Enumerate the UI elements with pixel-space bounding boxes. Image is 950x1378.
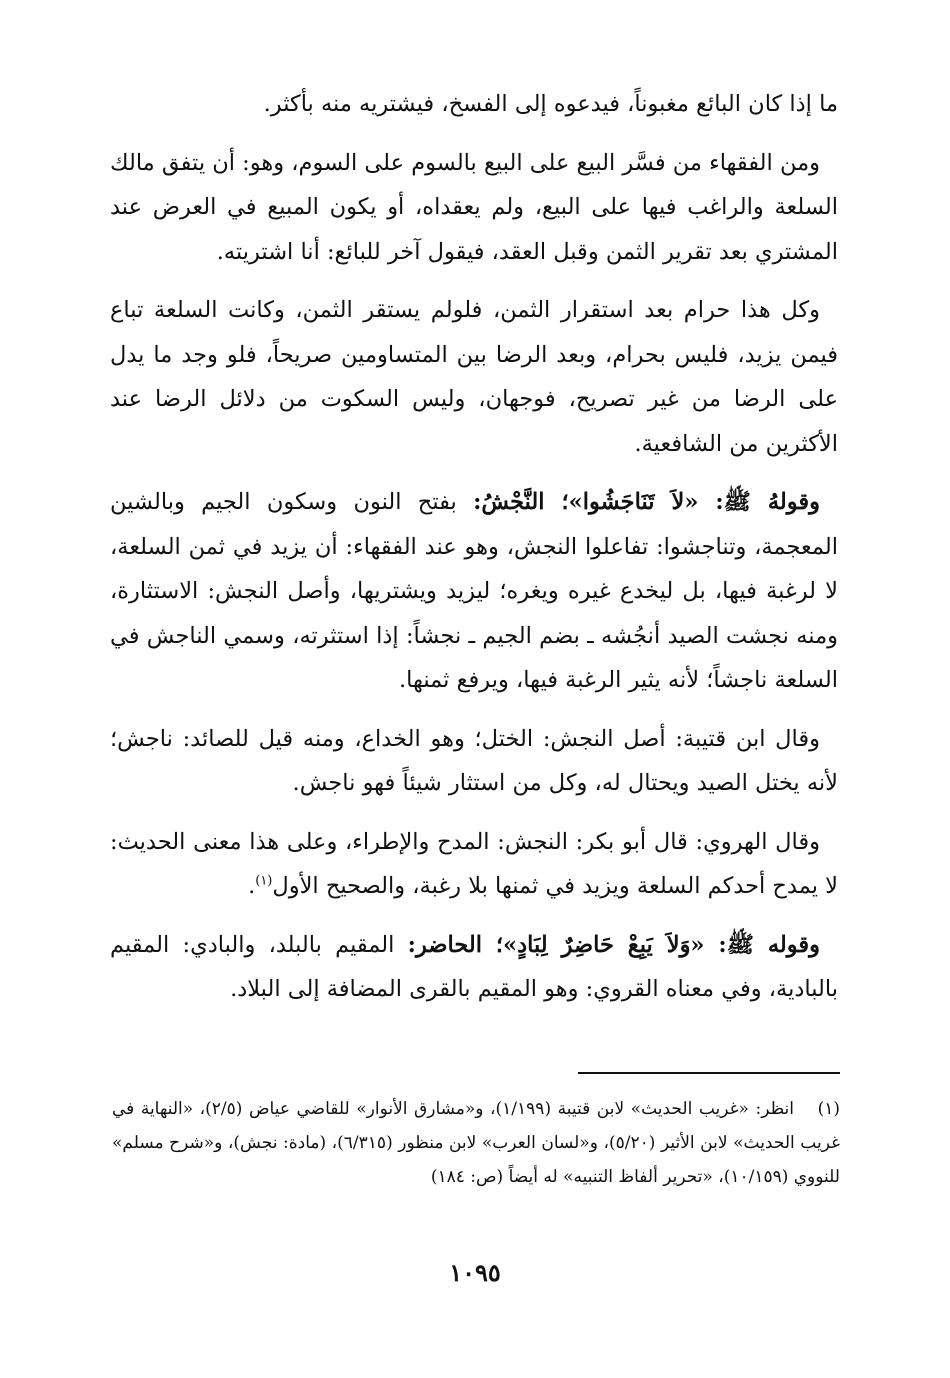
footnote-number: (١): [817, 1099, 840, 1119]
paragraph-tail: .: [248, 873, 256, 899]
paragraph-text: ما إذا كان البائع مغبوناً، فيدعوه إلى الفسخ، فيشتريه منه بأكثر.: [263, 91, 838, 117]
footnote-text: انظر: «غريب الحديث» لابن قتيبة (١/١٩٩)، و«مشارق الأنوار» للقاضي عياض (٢/٥)، «النهاية في غريب الحديث» لابن الأثير (٥/٢٠)، و«لسان العرب» لابن منظور (٦/٣١٥)، (مادة: نجش)، و«شرح مسلم» للنووي (١٠/١٥٩)، «تحرير ألفاظ التنبيه» له أيضاً (ص: ١٨٤): [112, 1099, 840, 1187]
paragraph-2: [110, 141, 838, 275]
paragraph-5: [110, 717, 838, 806]
footnote-ref[interactable]: (١): [255, 873, 273, 889]
paragraph-text: وكل هذا حرام بعد استقرار الثمن، فلولم يستقر الثمن، وكانت السلعة تباع فيمن يزيد، فليس بحرام، وبعد الرضا بين المتساومين صريحاً، فلو وجد ما يدل على الرضا من غير تصريح، فوجهان، وليس السكوت من دلائل الرضا عند الأكثرين من الشافعية.: [110, 297, 838, 457]
paragraph-text: وقال ابن قتيبة: أصل النجش: الختل؛ وهو الخداع، ومنه قيل للصائد: ناجش؛ لأنه يختل الصيد ويحتال له، وكل من استثار شيئاً فهو ناجش.: [110, 725, 838, 796]
paragraph-text: المقيم بالبلد، والبادي: المقيم بالبادية، وفي معناه القروي: وهو المقيم بالقرى المضافة إلى البلاد.: [110, 931, 838, 1002]
page-body: [110, 82, 838, 1026]
paragraph-4: [110, 480, 838, 703]
footnote: [112, 1092, 840, 1194]
paragraph-1: [110, 82, 838, 127]
page-number: ١٠٩٥: [449, 1258, 501, 1287]
footnote-separator: [578, 1072, 840, 1074]
paragraph-text: بفتح النون وسكون الجيم وبالشين المعجمة، وتناجشوا: تفاعلوا النجش، وهو عند الفقهاء: أن يزيد في ثمن السلعة، لا لرغبة فيها، بل ليخدع غيره ويغره؛ ليزيد ويشتريها، وأصل النجش: الاستثارة، ومنه نجشت الصيد أنجُشه ـ بضم الجيم ـ نجشاً: إذا استثرته، وسمي الناجش في السلعة ناجشاً؛ لأنه يثير الرغبة فيها، ويرفع ثمنها.: [110, 489, 838, 693]
paragraph-text: وقال الهروي: قال أبو بكر: النجش: المدح والإطراء، وعلى هذا معنى الحديث: لا يمدح أحدكم السلعة ويزيد في ثمنها بلا رغبة، والصحيح الأول: [110, 828, 838, 899]
paragraph-lead: وقوله ﷺ: «وَلاَ يَبِعْ حَاضِرٌ لِبَادٍ»؛ الحاضر:: [407, 931, 821, 958]
paragraph-3: [110, 288, 838, 466]
paragraph-7: [110, 923, 838, 1012]
paragraph-lead: وقولهُ ﷺ: «لاَ تَنَاجَشُوا»؛ النَّجْشُ:: [473, 489, 821, 515]
paragraph-text: ومن الفقهاء من فسَّر البيع على البيع بالسوم على السوم، وهو: أن يتفق مالك السلعة والراغب فيها على البيع، ولم يعقداه، أو يكون المبيع في العرض عند المشتري بعد تقرير الثمن وقبل العقد، فيقول آخر للبائع: أنا اشتريته.: [110, 149, 838, 265]
paragraph-6: [110, 820, 838, 909]
